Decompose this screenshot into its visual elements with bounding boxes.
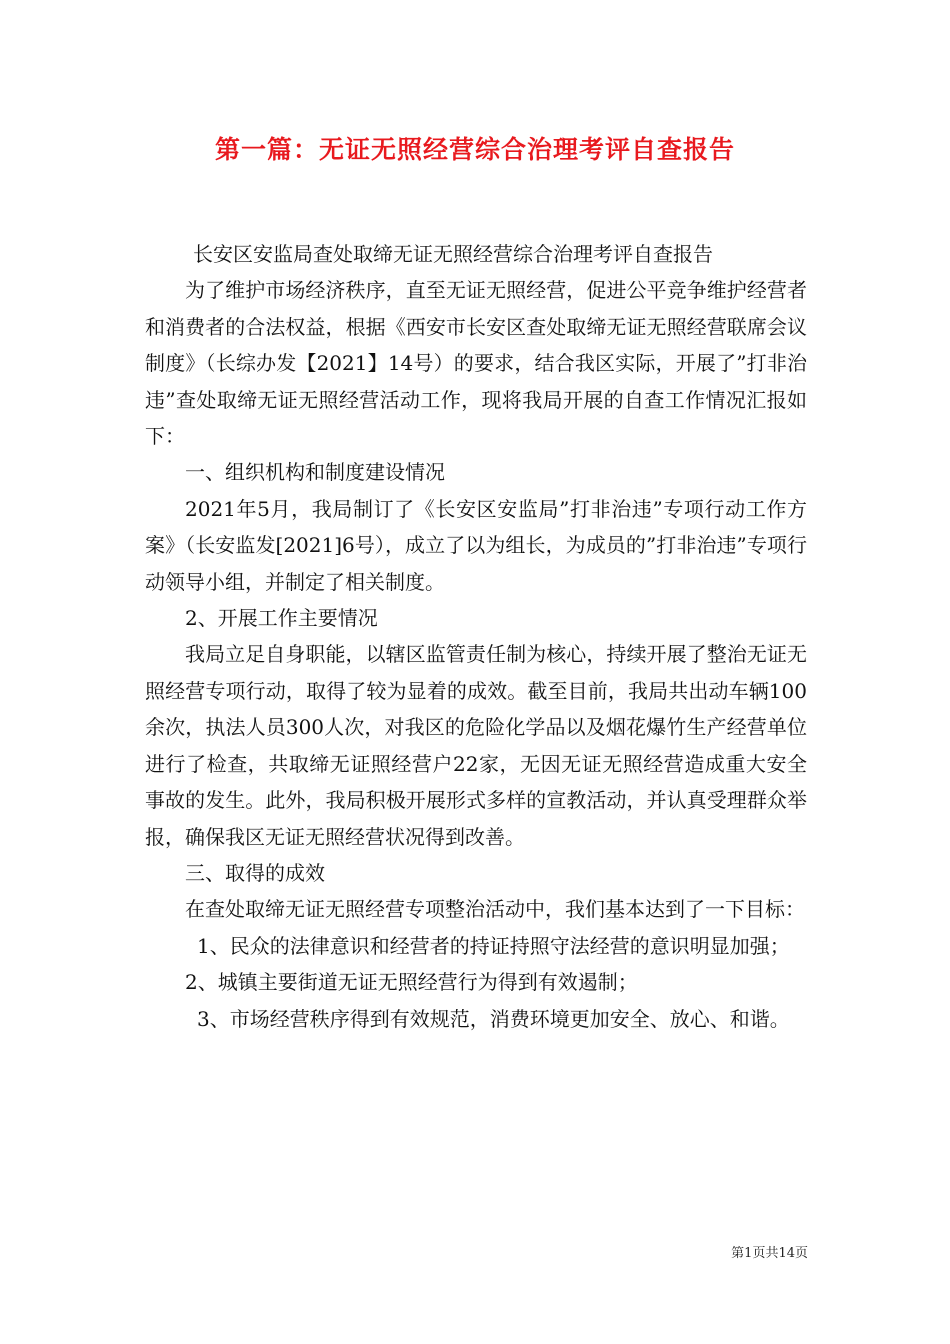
results-intro-paragraph: 在查处取缔无证无照经营专项整治活动中，我们基本达到了一下目标： [185, 897, 805, 922]
result-item-3: 3、市场经营秩序得到有效规范，消费环境更加安全、放心、和谐。 [197, 1006, 790, 1031]
document-title: 第一篇：无证无照经营综合治理考评自查报告 [214, 135, 735, 164]
result-item-2: 2、城镇主要街道无证无照经营行为得到有效遏制； [185, 970, 638, 995]
document-body [145, 236, 807, 1037]
result-item-1: 1、民众的法律意识和经营者的持证持照守法经营的意识明显加强； [197, 933, 790, 958]
section-heading-organization: 一、组织机构和制度建设情况 [185, 460, 445, 485]
work-paragraph: 我局立足自身职能，以辖区监管责任制为核心，持续开展了整治无证无照经营专项行动，取得了较为显着的成效。截至目前，我局共出动车辆100余次，执法人员300人次，对我区的危险化学品以及烟花爆竹生产经营单位进行了检查，共取缔无证照经营户22家，无因无证无照经营造成重大安全事故的发生。此外，我局积极开展形式多样的宣教活动，并认真受理群众举报，确保我区无证无照经营状况得到改善。 [145, 642, 807, 849]
section-heading-work: 2、开展工作主要情况 [185, 606, 378, 631]
section-heading-results: 三、取得的成效 [185, 860, 325, 885]
organization-paragraph: 2021年5月，我局制订了《长安区安监局”打非治违”专项行动工作方案》（长安监发[2021]6号），成立了以为组长，为成员的”打非治违”专项行动领导小组，并制定了相关制度。 [145, 496, 807, 594]
page-number: 第1页共14页 [731, 1246, 808, 1261]
report-subtitle: 长安区安监局查处取缔无证无照经营综合治理考评自查报告 [193, 242, 713, 266]
intro-paragraph: 为了维护市场经济秩序，直至无证无照经营，促进公平竞争维护经营者和消费者的合法权益，根据《西安市长安区查处取缔无证无照经营联席会议制度》（长综办发【2021】14号）的要求，结合我区实际，开展了”打非治违”查处取缔无证无照经营活动工作，现将我局开展的自查工作情况汇报如下： [145, 278, 807, 449]
